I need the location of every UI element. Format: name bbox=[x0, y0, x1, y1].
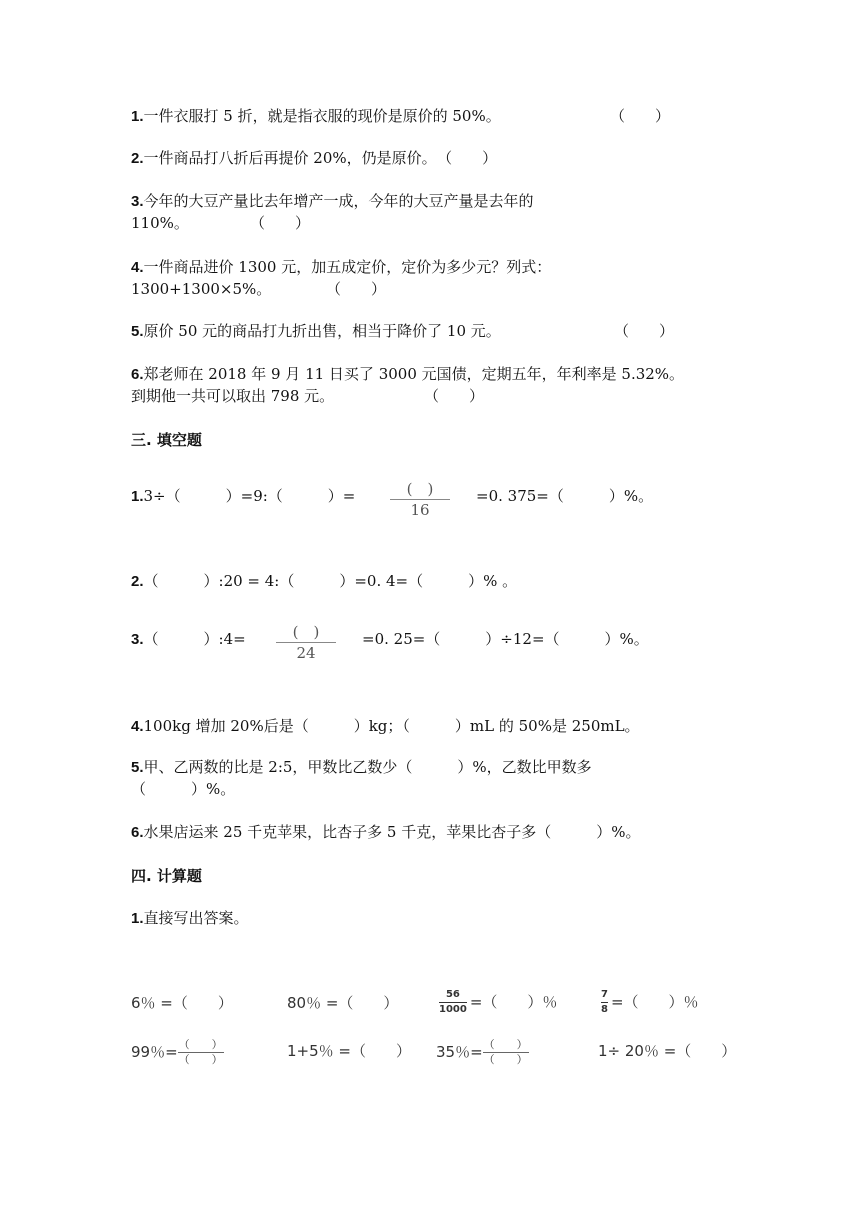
fraction-denominator: （ ） bbox=[483, 1053, 528, 1066]
fill-item-4 bbox=[131, 716, 640, 737]
item-text: 原价 50 元的商品打九折出售，相当于降价了 10 元。 bbox=[143, 322, 501, 340]
fraction-numerator: （ ） bbox=[483, 1038, 528, 1051]
answer-bracket[interactable]: （ ） bbox=[444, 149, 498, 167]
fraction-blank[interactable] bbox=[276, 623, 336, 662]
fraction bbox=[439, 989, 467, 1016]
answer-bracket[interactable]: （ ） bbox=[614, 322, 675, 340]
fraction-numerator: ( ) bbox=[406, 480, 434, 498]
judgement-item-5 bbox=[131, 321, 501, 342]
expression-text: 35％= bbox=[436, 1043, 483, 1061]
expression-text: 99％= bbox=[131, 1043, 178, 1061]
fraction-blank bbox=[483, 1039, 529, 1066]
expression-text: =（ ）％ bbox=[469, 993, 558, 1011]
calc-expression[interactable] bbox=[131, 1039, 224, 1066]
fill-item-2 bbox=[131, 571, 517, 592]
item-text-continued: =0. 375=（ ）%。 bbox=[476, 487, 654, 505]
fraction-bar bbox=[601, 1002, 608, 1003]
item-text-continued: =0. 25=（ ）÷12=（ ）%。 bbox=[362, 630, 649, 648]
item-text: 一件衣服打 5 折，就是指衣服的现价是原价的 50%。 bbox=[143, 107, 501, 125]
item-number: 1. bbox=[131, 910, 144, 927]
fraction-numerator: 56 bbox=[445, 989, 460, 1000]
judgement-item-2 bbox=[131, 148, 497, 169]
fraction-blank bbox=[178, 1039, 224, 1066]
item-text-line2: （ ）%。 bbox=[131, 780, 236, 798]
fill-item-5 bbox=[131, 757, 592, 778]
fraction-bar bbox=[276, 642, 336, 643]
item-text-line2: 110%。 bbox=[131, 214, 189, 232]
answer-bracket[interactable]: （ ） bbox=[326, 280, 387, 298]
item-number: 3. bbox=[131, 193, 144, 210]
item-text: 甲、乙两数的比是 2:5，甲数比乙数少（ ）%，乙数比甲数多 bbox=[143, 758, 592, 776]
calc-expression[interactable] bbox=[436, 989, 557, 1016]
fraction-blank[interactable] bbox=[390, 480, 450, 519]
fraction-bar bbox=[439, 1002, 467, 1003]
fraction-bar bbox=[390, 499, 450, 500]
fraction-denominator: （ ） bbox=[178, 1053, 223, 1066]
fraction bbox=[601, 989, 608, 1016]
item-number: 2. bbox=[131, 150, 144, 167]
calc-expression[interactable] bbox=[436, 1039, 529, 1066]
calc-expression[interactable] bbox=[598, 989, 699, 1016]
fill-item-1 bbox=[131, 486, 355, 507]
item-number: 1. bbox=[131, 108, 144, 125]
item-number: 3. bbox=[131, 631, 144, 648]
item-number: 5. bbox=[131, 323, 144, 340]
item-text: 一件商品进价 1300 元，加五成定价，定价为多少元？列式： bbox=[143, 258, 552, 276]
item-number: 4. bbox=[131, 259, 144, 276]
fraction-denominator: 24 bbox=[296, 644, 316, 662]
fraction-denominator: 16 bbox=[410, 501, 430, 519]
fraction-numerator: （ ） bbox=[178, 1038, 223, 1051]
fraction-numerator: ( ) bbox=[292, 623, 320, 641]
judgement-item-3 bbox=[131, 191, 534, 212]
item-number: 6. bbox=[131, 824, 144, 841]
item-number: 5. bbox=[131, 759, 144, 776]
item-text: 3÷（ ）=9:（ ）= bbox=[143, 487, 356, 505]
calc-item-1 bbox=[131, 908, 249, 929]
judgement-item-1 bbox=[131, 106, 501, 127]
item-text: （ ）:4= bbox=[143, 630, 246, 648]
fraction-denominator: 8 bbox=[601, 1004, 608, 1015]
item-text: 直接写出答案。 bbox=[143, 909, 249, 927]
calc-expression[interactable]: 1÷ 20％ =（ ） bbox=[598, 1042, 737, 1060]
fill-item-6 bbox=[131, 822, 640, 843]
expression-text: =（ ）％ bbox=[610, 993, 699, 1011]
item-number: 2. bbox=[131, 573, 144, 590]
section-title: 四. 计算题 bbox=[131, 867, 202, 885]
answer-bracket[interactable]: （ ） bbox=[610, 107, 671, 125]
item-number: 1. bbox=[131, 488, 144, 505]
section-title: 三. 填空题 bbox=[131, 431, 202, 449]
item-text: 一件商品打八折后再提价 20%，仍是原价。 bbox=[143, 149, 437, 167]
judgement-item-6 bbox=[131, 364, 684, 385]
calc-expression[interactable]: 1+5％ =（ ） bbox=[287, 1042, 411, 1060]
answer-bracket[interactable]: （ ） bbox=[424, 387, 485, 405]
item-number: 4. bbox=[131, 718, 144, 735]
answer-bracket[interactable]: （ ） bbox=[250, 214, 311, 232]
item-text-line2: 1300+1300×5%。 bbox=[131, 280, 272, 298]
item-text: （ ）:20 = 4:（ ）=0. 4=（ ）% 。 bbox=[143, 572, 518, 590]
item-text: 今年的大豆产量比去年增产一成，今年的大豆产量是去年的 bbox=[143, 192, 534, 210]
item-text: 郑老师在 2018 年 9 月 11 日买了 3000 元国债，定期五年，年利率是 5.32%。 bbox=[143, 365, 685, 383]
item-text-line2: 到期他一共可以取出 798 元。 bbox=[131, 387, 335, 405]
item-text: 100kg 增加 20%后是（ ）kg；（ ）mL 的 50%是 250mL。 bbox=[143, 717, 640, 735]
fraction-numerator: 7 bbox=[601, 989, 608, 1000]
fill-item-3 bbox=[131, 629, 246, 650]
item-number: 6. bbox=[131, 366, 144, 383]
judgement-item-4 bbox=[131, 257, 551, 278]
calc-expression[interactable]: 80％ =（ ） bbox=[287, 994, 399, 1012]
item-text: 水果店运来 25 千克苹果，比杏子多 5 千克，苹果比杏子多（ ）%。 bbox=[143, 823, 641, 841]
fraction-denominator: 1000 bbox=[439, 1004, 467, 1015]
calc-expression[interactable]: 6％ =（ ） bbox=[131, 994, 233, 1012]
